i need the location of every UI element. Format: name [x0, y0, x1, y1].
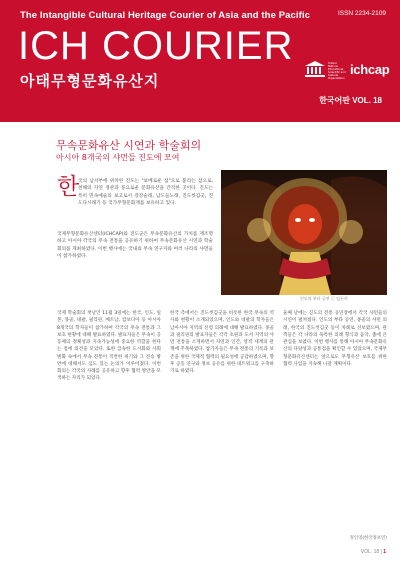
body-column-2: 한국 측에서는 진도씻김굿을 비롯한 한국 무속의 역사와 현황이 소개되었으며, 인도와 네팔의 학자들은 남아시아 지역의 신령 의례에 대해 발표하였다. 몽골과 필리핀의 발표자들은 각각 초원과 도서 지역의 샤먼 전통을 소개하면서 자연과 인간, 영적 세계의 관계에 주목하였다. 참가자들은 무속 전통의 기록과 보존을 위한 국제적 협력의 필요성에 공감하였으며, 향후 공동 연구와 정보 공유를 위한 네트워크를 구축하기로 하였다. [170, 311, 274, 374]
issue-volume: 한국어판 VOL. 18 [319, 96, 382, 105]
body-column-3: 둘째 날에는 진도의 전통 공연장에서 각국 샤먼들의 시연이 펼쳐졌다. 인도의 부타 공연, 몽골의 샤먼 의례, 한국의 진도씻김굿 등이 차례로 선보였으며, 관객들은 각 나라의 독특한 의례 형식과 음악, 춤에 큰 관심을 보였다. 이번 행사를 통해 아시아 무속문화유산의 다양성과 공통점을 확인할 수 있었으며, 국제무형문화유산센터는 앞으로도 무형유산 보호를 위한 협력 사업을 지속해 나갈 계획이다. [283, 311, 387, 367]
ichcap-logo: ichcap [350, 62, 390, 77]
unesco-temple-icon [304, 60, 326, 78]
issn-number: ISSN 2234-2109 [337, 10, 386, 17]
courier-subtitle: The Intangible Cultural Heritage Courier of Asia and the Pacific [20, 10, 311, 21]
page-number: VOL. 18 | 1 [360, 549, 386, 555]
unesco-text: United Nations Educational, Scientific and Cultural Organization [328, 62, 346, 80]
page-number-value: 1 [383, 549, 386, 555]
body-column-1: 국제 학술회의 첫날인 11월 3일에는 한국, 인도, 일본, 몽골, 네팔, 필리핀, 베트남, 캄보디아 등 아시아 8개국의 학자들이 참가하여 각국의 무속 전통과 그 보호 현황에 대해 발표하였다. 발표자들은 무속이 공동체의 정체성과 지속가능성에 중요한 역할을 한다는 점에 의견을 모았다. 또한 급속한 도시화와 사회 변화 속에서 무속 전통이 직면한 위기와 그 전승 방안에 대해서도 심도 있는 논의가 이루어졌다. 이번 회의는 각국의 사례를 공유하고 향후 협력 방안을 모색하는 자리가 되었다. [57, 311, 161, 382]
masthead-banner [0, 0, 400, 122]
intro-continued: 국제무형문화유산센터(ICHCAP)와 진도군은 무속문화유산의 가치를 재조명하고 아시아 각국의 무속 전통을 공유하기 위하여 무속문화유산 시연과 학술회의를 개최하였다. 이번 행사에는 국내외 무속 연구자와 여러 나라의 샤먼들이 참가하였다. [57, 232, 213, 260]
volume-label: VOL. 18 [360, 549, 380, 555]
article-subtitle: 아시아 8개국의 샤먼들 진도에 모여 [56, 153, 180, 162]
article-title: 무속문화유산 시연과 학술회의 [56, 139, 202, 152]
photo-illustration [221, 170, 387, 295]
masthead-title: ICH COURIER [18, 24, 294, 68]
publisher-logos [304, 58, 392, 84]
bhuta-performance-photo [221, 170, 387, 295]
drop-cap: 한 [57, 174, 80, 200]
author-byline: 정인영(한국정보연) [349, 536, 387, 541]
korean-title: 아태무형문화유산지 [20, 72, 160, 90]
intro-paragraph: 국의 남서부에 위치한 진도는 "보배로운 섬"으로 불리는 섬으로, 천혜의 자연 경관과 풍요로운 문화유산을 간직한 곳이다. 진도는 특히 민속예술의 보고로서 강강술래, 남도들노래, 진도씻김굿, 진도다시래기 등 국가무형문화재를 보유하고 있다. [78, 179, 213, 207]
photo-caption: 인도의 부타 공연 ⓒ 임돈희 [300, 296, 348, 301]
